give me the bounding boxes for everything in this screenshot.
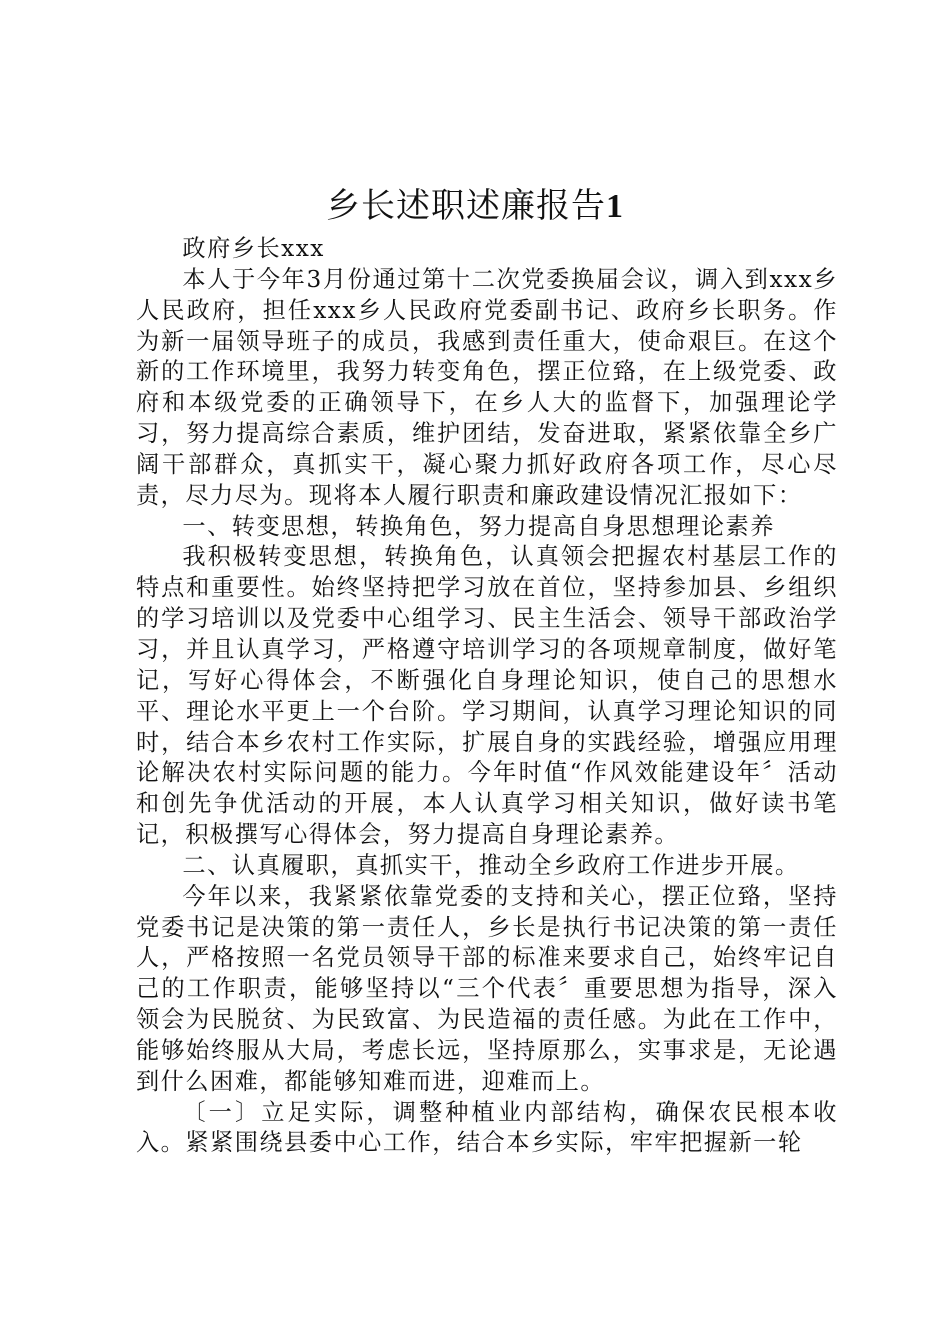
- title-number: 1: [606, 188, 624, 225]
- document-body: [136, 234, 838, 1159]
- intro-paragraph: 本人于今年3月份通过第十二次党委换届会议，调入到xxx乡人民政府，担任xxx乡人民政府党委副书记、政府乡长职务。作为新一届领导班子的成员，我感到责任重大，使命艰巨。在这个新的工作环境里，我努力转变角色，摆正位臵，在上级党委、政府和本级党委的正确领导下，在乡人大的监督下，加强理论学习，努力提高综合素质，维护团结，发奋进取，紧紧依靠全乡广阔干部群众，真抓实干，凝心聚力抓好政府各项工作，尽心尽责，尽力尽为。现将本人履行职责和廉政建设情况汇报如下：: [136, 265, 838, 509]
- section-1-paragraph: 我积极转变思想，转换角色，认真领会把握农村基层工作的特点和重要性。始终坚持把学习放在首位，坚持参加县、乡组织的学习培训以及党委中心组学习、民主生活会、领导干部政治学习，并且认真学习，严格遵守培训学习的各项规章制度，做好笔记，写好心得体会，不断强化自身理论知识，使自己的思想水平、理论水平更上一个台阶。学习期间，认真学习理论知识的同时，结合本乡农村工作实际，扩展自身的实践经验，增强应用理论解决农村实际问题的能力。今年时值“作风效能建设年〞活动和创先争优活动的开展，本人认真学习相关知识，做好读书笔记，积极撰写心得体会，努力提高自身理论素养。: [136, 543, 838, 849]
- subsection-1-paragraph: 〔一〕立足实际，调整种植业内部结构，确保农民根本收入。紧紧围绕县委中心工作，结合本乡实际，牢牢把握新一轮: [136, 1098, 838, 1157]
- section-2-paragraph: 今年以来，我紧紧依靠党委的支持和关心，摆正位臵，坚持党委书记是决策的第一责任人，乡长是执行书记决策的第一责任人，严格按照一名党员领导干部的标准来要求自己，始终牢记自己的工作职责，能够坚持以“三个代表〞重要思想为指导，深入领会为民脱贫、为民致富、为民造福的责任感。为此在工作中，能够始终服从大局，考虑长远，坚持原那么，实事求是，无论遇到什么困难，都能够知难而进，迎难而上。: [136, 882, 838, 1095]
- document-title: [0, 182, 950, 231]
- section-heading-1: 一、转变思想，转换角色，努力提高自身思想理论素养: [182, 512, 775, 540]
- author-line: 政府乡长xxx: [182, 235, 325, 262]
- section-heading-2: 二、认真履职，真抓实干，推动全乡政府工作进步开展。: [182, 851, 800, 879]
- title-text: 乡长述职述廉报告: [326, 186, 606, 226]
